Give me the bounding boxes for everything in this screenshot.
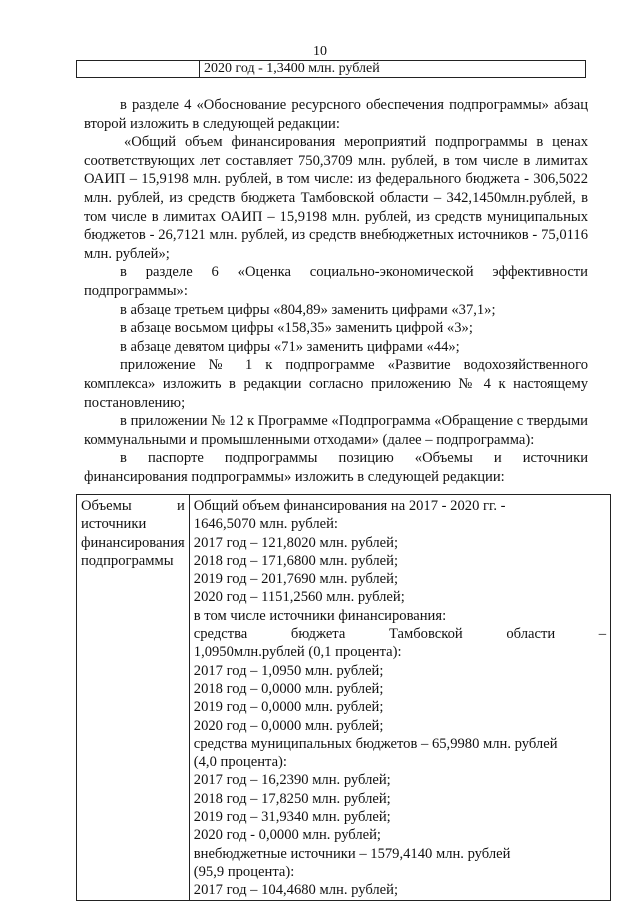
financing-line: 2017 год – 104,4680 млн. рублей; <box>193 882 399 899</box>
financing-line: 2020 год - 0,0000 млн. рублей; <box>193 827 381 844</box>
financing-values-cell <box>189 495 610 901</box>
financing-line: средства бюджета Тамбовской области – <box>193 626 607 643</box>
financing-line: средства муниципальных бюджетов – 65,9980 млн. рублей <box>193 735 558 752</box>
paragraph: в паспорте подпрограммы позицию «Объемы и источники финансирования подпрограммы» изложить в следующей редакции: <box>84 450 588 485</box>
document-body <box>84 96 588 486</box>
financing-line: 2018 год – 0,0000 млн. рублей; <box>193 680 384 697</box>
financing-line: 2019 год – 201,7690 млн. рублей; <box>193 571 399 588</box>
paragraph: в разделе 6 «Оценка социально-экономической эффективности подпрограммы»: <box>84 264 588 299</box>
paragraph: «Общий объем финансирования мероприятий подпрограммы в ценах соответствующих лет составляет 750,3709 млн. рублей, в том числе в лимитах ОАИП – 15,9198 млн. рублей, в том числе: из федерального бюджета - 306,5022 млн. рублей, из средств бюджета Тамбовской области – 342,1450млн.рублей, в том числе в лимитах ОАИП – 15,9198 млн. рублей, из средств муниципальных бюджетов - 26,7121 млн. рублей, из средств внебюджетных источников - 75,0116 млн. рублей»; <box>84 134 588 262</box>
financing-label-cell: Объемы и источники финансирования подпрограммы <box>77 495 190 901</box>
financing-line: 2019 год – 31,9340 млн. рублей; <box>193 809 391 826</box>
paragraph: в приложении № 12 к Программе «Подпрограмма «Обращение с твердыми коммунальными и промышленными отходами» (далее – подпрограмма): <box>84 413 588 448</box>
financing-line: 2020 год – 0,0000 млн. рублей; <box>193 717 384 734</box>
continuation-table <box>76 60 586 78</box>
paragraph: в абзаце девятом цифры «71» заменить цифрами «44»; <box>120 338 460 355</box>
financing-table <box>76 494 611 901</box>
paragraph: в абзаце восьмом цифры «158,35» заменить цифрой «3»; <box>120 320 473 337</box>
financing-line: 1646,5070 млн. рублей: <box>193 516 338 533</box>
financing-line: 2017 год – 16,2390 млн. рублей; <box>193 772 391 789</box>
paragraph: приложение № 1 к подпрограмме «Развитие водохозяйственного комплекса» изложить в редакции согласно приложению № 4 к настоящему постановлению; <box>84 357 588 411</box>
financing-line: (95,9 процента): <box>193 863 295 880</box>
paragraph: в абзаце третьем цифры «804,89» заменить цифрами «37,1»; <box>120 301 496 318</box>
financing-line: 2018 год – 17,8250 млн. рублей; <box>193 790 391 807</box>
financing-line: (4,0 процента): <box>193 754 287 771</box>
financing-line: Общий объем финансирования на 2017 - 2020 гг. - <box>193 498 506 514</box>
financing-line: 2020 год – 1151,2560 млн. рублей; <box>193 589 405 606</box>
financing-line: в том числе источники финансирования: <box>193 607 447 624</box>
financing-line: 1,0950млн.рублей (0,1 процента): <box>193 644 402 661</box>
continuation-left-cell <box>77 61 200 78</box>
financing-line: внебюджетные источники – 1579,4140 млн. рублей <box>193 845 511 862</box>
page-number: 10 <box>313 44 327 59</box>
financing-line: 2017 год – 121,8020 млн. рублей; <box>193 534 399 551</box>
continuation-right-cell: 2020 год - 1,3400 млн. рублей <box>200 61 586 78</box>
paragraph: в разделе 4 «Обоснование ресурсного обеспечения подпрограммы» абзац второй изложить в следующей редакции: <box>84 97 588 132</box>
financing-line: 2018 год – 171,6800 млн. рублей; <box>193 552 399 569</box>
financing-line: 2017 год – 1,0950 млн. рублей; <box>193 662 384 679</box>
financing-line: 2019 год – 0,0000 млн. рублей; <box>193 699 384 716</box>
